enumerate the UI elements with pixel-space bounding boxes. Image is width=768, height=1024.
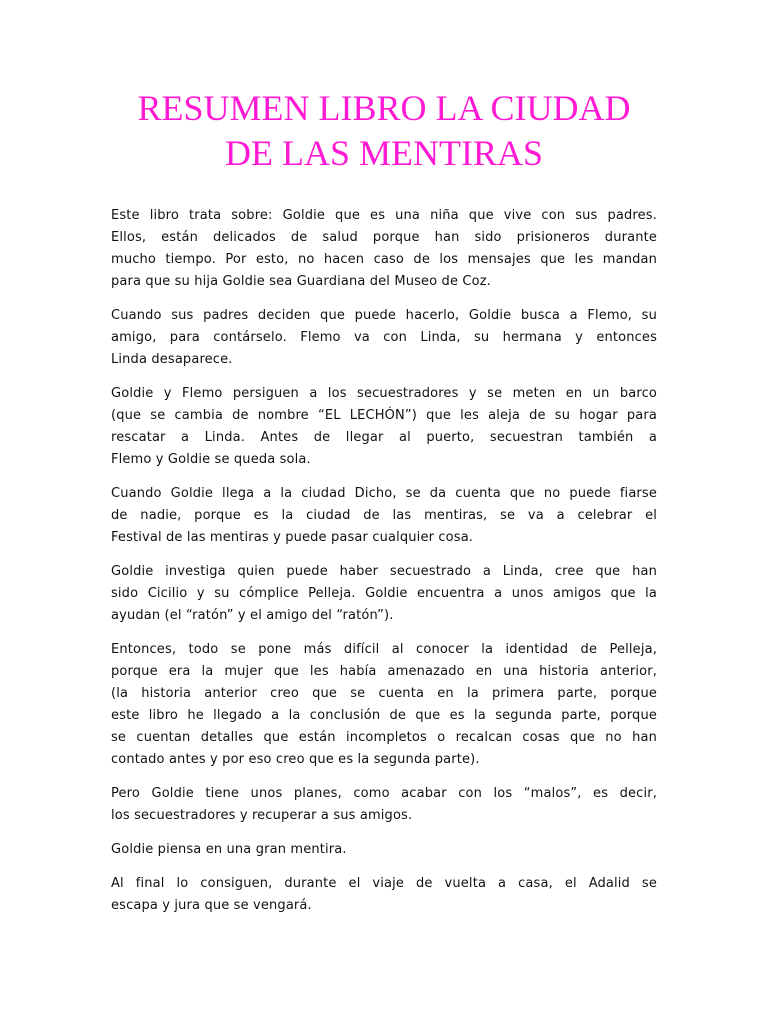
paragraph [111, 205, 657, 293]
paragraph [111, 839, 657, 861]
paragraph-line: porque era la mujer que les había amenazado en una historia anterior, [111, 664, 657, 679]
paragraph-line: Cuando Goldie llega a la ciudad Dicho, se da cuenta que no puede fiarse [111, 486, 657, 501]
paragraph-line: escapa y jura que se vengará. [111, 898, 312, 913]
paragraph-line: de nadie, porque es la ciudad de las mentiras, se va a celebrar el [111, 508, 657, 523]
paragraph-line: rescatar a Linda. Antes de llegar al puerto, secuestran también a [111, 430, 657, 445]
paragraph-line: Flemo y Goldie se queda sola. [111, 452, 311, 467]
paragraph-line: Pero Goldie tiene unos planes, como acabar con los “malos”, es decir, [111, 786, 657, 801]
paragraph-line: (la historia anterior creo que se cuenta en la primera parte, porque [111, 686, 657, 701]
paragraph-line: los secuestradores y recuperar a sus amigos. [111, 808, 413, 823]
paragraph-line: ayudan (el “ratón” y el amigo del “ratón”). [111, 608, 394, 623]
paragraph-line: Entonces, todo se pone más difícil al conocer la identidad de Pelleja, [111, 642, 657, 657]
paragraph-line: (que se cambia de nombre “EL LECHÓN”) que les aleja de su hogar para [111, 408, 657, 423]
paragraph [111, 305, 657, 371]
paragraph-line: este libro he llegado a la conclusión de que es la segunda parte, porque [111, 708, 657, 723]
paragraph-line: contado antes y por eso creo que es la segunda parte). [111, 752, 480, 767]
paragraph-line: Goldie piensa en una gran mentira. [111, 842, 347, 857]
paragraph [111, 483, 657, 549]
paragraph-line: sido Cicilio y su cómplice Pelleja. Goldie encuentra a unos amigos que la [111, 586, 657, 601]
paragraph-line: Linda desaparece. [111, 352, 233, 367]
paragraph [111, 873, 657, 917]
paragraph-line: Festival de las mentiras y puede pasar cualquier cosa. [111, 530, 474, 545]
paragraph [111, 783, 657, 827]
paragraph-line: Cuando sus padres deciden que puede hacerlo, Goldie busca a Flemo, su [111, 308, 657, 323]
paragraph-line: Goldie y Flemo persiguen a los secuestradores y se meten en un barco [111, 386, 657, 401]
paragraph [111, 561, 657, 627]
document-body [111, 205, 657, 929]
title-line: DE LAS MENTIRAS [224, 133, 543, 173]
paragraph-line: Este libro trata sobre: Goldie que es una niña que vive con sus padres. [111, 208, 657, 223]
paragraph [111, 383, 657, 471]
paragraph-line: mucho tiempo. Por esto, no hacen caso de los mensajes que les mandan [111, 252, 657, 267]
title-line: RESUMEN LIBRO LA CIUDAD [137, 88, 631, 128]
paragraph-line: para que su hija Goldie sea Guardiana del Museo de Coz. [111, 274, 491, 289]
paragraph-line: amigo, para contárselo. Flemo va con Linda, su hermana y entonces [111, 330, 657, 345]
paragraph-line: Al final lo consiguen, durante el viaje de vuelta a casa, el Adalid se [111, 876, 657, 891]
paragraph-line: Ellos, están delicados de salud porque han sido prisioneros durante [111, 230, 657, 245]
paragraph [111, 639, 657, 771]
paragraph-line: se cuentan detalles que están incompletos o recalcan cosas que no han [111, 730, 657, 745]
document-title [100, 86, 668, 176]
paragraph-line: Goldie investiga quien puede haber secuestrado a Linda, cree que han [111, 564, 657, 579]
